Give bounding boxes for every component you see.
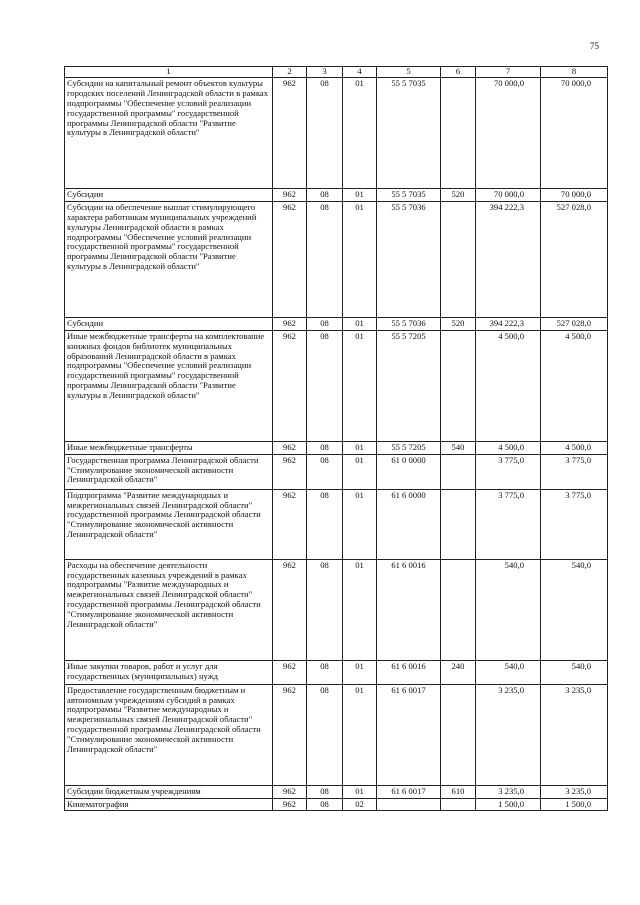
- cell-c2: 962: [273, 189, 307, 202]
- cell-c7: 3 775,0: [476, 489, 541, 559]
- cell-c3: 08: [307, 798, 343, 811]
- cell-c4: 02: [343, 798, 377, 811]
- col-header-1: 1: [65, 67, 273, 78]
- row-name-cell: Субсидии бюджетным учреждениям: [65, 785, 273, 798]
- table-row: [65, 785, 608, 798]
- cell-c5: 55 5 7205: [377, 330, 441, 441]
- cell-c3: 08: [307, 78, 343, 189]
- cell-c4: 01: [343, 454, 377, 489]
- table-row: [65, 798, 608, 811]
- cell-c4: 01: [343, 660, 377, 684]
- col-header-5: 5: [377, 67, 441, 78]
- table-row: [65, 78, 608, 189]
- col-header-3: 3: [307, 67, 343, 78]
- cell-c6: [441, 684, 476, 785]
- cell-c6: [441, 330, 476, 441]
- cell-c8: 540,0: [541, 660, 608, 684]
- cell-c7: 540,0: [476, 559, 541, 660]
- cell-c5: 55 5 7205: [377, 441, 441, 454]
- cell-c3: 08: [307, 454, 343, 489]
- cell-c5: 55 5 7035: [377, 78, 441, 189]
- cell-c6: 240: [441, 660, 476, 684]
- cell-c4: 01: [343, 330, 377, 441]
- cell-c6: 520: [441, 317, 476, 330]
- cell-c2: 962: [273, 330, 307, 441]
- cell-c6: 520: [441, 189, 476, 202]
- table-row: [65, 454, 608, 489]
- cell-c7: 4 500,0: [476, 441, 541, 454]
- row-name-cell: Предоставление государственным бюджетным и автономным учреждениям субсидий в рамках подпрограммы "Развитие международных и межрегиональных связей Ленинградской области" государственной программы Ленинградской области "Стимулирование экономической активности Ленинградской области": [65, 684, 273, 785]
- cell-c4: 01: [343, 201, 377, 317]
- cell-c4: 01: [343, 189, 377, 202]
- cell-c4: 01: [343, 489, 377, 559]
- row-name-cell: Субсидии: [65, 189, 273, 202]
- cell-c7: 394 222,3: [476, 317, 541, 330]
- cell-c6: [441, 559, 476, 660]
- cell-c2: 962: [273, 684, 307, 785]
- cell-c6: [441, 489, 476, 559]
- cell-c5: 61 6 0000: [377, 489, 441, 559]
- cell-c2: 962: [273, 489, 307, 559]
- table-row: [65, 441, 608, 454]
- cell-c5: 61 6 0017: [377, 785, 441, 798]
- table-row: [65, 330, 608, 441]
- cell-c7: 394 222,3: [476, 201, 541, 317]
- cell-c6: 540: [441, 441, 476, 454]
- cell-c4: 01: [343, 684, 377, 785]
- row-name-cell: Субсидии на обеспечение выплат стимулирующего характера работникам муниципальных учреждений культуры Ленинградской области в рамках подпрограммы "Обеспечение условий реализации государственной программы" государственной программы Ленинградской области "Развитие культуры в Ленинградской области": [65, 201, 273, 317]
- cell-c6: 610: [441, 785, 476, 798]
- cell-c4: 01: [343, 78, 377, 189]
- cell-c6: [441, 78, 476, 189]
- cell-c7: 3 235,0: [476, 785, 541, 798]
- cell-c6: [441, 798, 476, 811]
- cell-c5: [377, 798, 441, 811]
- row-name-cell: Иные закупки товаров, работ и услуг для государственных (муниципальных) нужд: [65, 660, 273, 684]
- cell-c3: 08: [307, 189, 343, 202]
- cell-c5: 55 5 7035: [377, 189, 441, 202]
- col-header-8: 8: [541, 67, 608, 78]
- row-name-cell: Расходы на обеспечение деятельности государственных казенных учреждений в рамках подпрограммы "Развитие международных и межрегиональных связей Ленинградской области" государственной программы Ленинградской области "Стимулирование экономической активности Ленинградской области": [65, 559, 273, 660]
- cell-c4: 01: [343, 559, 377, 660]
- cell-c6: [441, 201, 476, 317]
- cell-c8: 527 028,0: [541, 201, 608, 317]
- table-row: [65, 189, 608, 202]
- cell-c5: 61 0 0000: [377, 454, 441, 489]
- table-row: [65, 684, 608, 785]
- cell-c7: 4 500,0: [476, 330, 541, 441]
- col-header-6: 6: [441, 67, 476, 78]
- cell-c8: 3 775,0: [541, 489, 608, 559]
- cell-c8: 527 028,0: [541, 317, 608, 330]
- cell-c6: [441, 454, 476, 489]
- page-number: 75: [590, 41, 599, 51]
- table-row: [65, 201, 608, 317]
- cell-c3: 08: [307, 660, 343, 684]
- cell-c2: 962: [273, 454, 307, 489]
- table-row: [65, 660, 608, 684]
- cell-c7: 70 000,0: [476, 189, 541, 202]
- cell-c7: 3 235,0: [476, 684, 541, 785]
- cell-c5: 55 5 7036: [377, 317, 441, 330]
- cell-c5: 61 6 0016: [377, 660, 441, 684]
- cell-c5: 61 6 0016: [377, 559, 441, 660]
- table-row: [65, 559, 608, 660]
- cell-c2: 962: [273, 559, 307, 660]
- cell-c5: 61 6 0017: [377, 684, 441, 785]
- row-name-cell: Иные межбюджетные трансферты: [65, 441, 273, 454]
- cell-c8: 3 235,0: [541, 785, 608, 798]
- row-name-cell: Государственная программа Ленинградской области "Стимулирование экономической активности Ленинградской области": [65, 454, 273, 489]
- cell-c3: 08: [307, 317, 343, 330]
- col-header-7: 7: [476, 67, 541, 78]
- cell-c3: 08: [307, 201, 343, 317]
- table-row: [65, 489, 608, 559]
- cell-c3: 08: [307, 559, 343, 660]
- cell-c2: 962: [273, 785, 307, 798]
- cell-c7: 70 000,0: [476, 78, 541, 189]
- row-name-cell: Субсидии: [65, 317, 273, 330]
- cell-c2: 962: [273, 317, 307, 330]
- header-row: [65, 67, 608, 78]
- cell-c8: 540,0: [541, 559, 608, 660]
- cell-c8: 3 775,0: [541, 454, 608, 489]
- cell-c4: 01: [343, 785, 377, 798]
- cell-c3: 08: [307, 489, 343, 559]
- cell-c8: 4 500,0: [541, 330, 608, 441]
- cell-c2: 962: [273, 78, 307, 189]
- cell-c3: 08: [307, 785, 343, 798]
- cell-c7: 1 500,0: [476, 798, 541, 811]
- cell-c8: 70 000,0: [541, 189, 608, 202]
- cell-c3: 08: [307, 330, 343, 441]
- cell-c4: 01: [343, 441, 377, 454]
- cell-c4: 01: [343, 317, 377, 330]
- cell-c8: 1 500,0: [541, 798, 608, 811]
- cell-c3: 08: [307, 441, 343, 454]
- cell-c2: 962: [273, 201, 307, 317]
- cell-c7: 3 775,0: [476, 454, 541, 489]
- cell-c2: 962: [273, 798, 307, 811]
- cell-c7: 540,0: [476, 660, 541, 684]
- row-name-cell: Иные межбюджетные трансферты на комплектование книжных фондов библиотек муниципальных образований Ленинградской области в рамках подпрограммы "Обеспечение условий реализации государственной программы" государственной программы Ленинградской области "Развитие культуры в Ленинградской области": [65, 330, 273, 441]
- cell-c3: 08: [307, 684, 343, 785]
- table-row: [65, 317, 608, 330]
- cell-c8: 4 500,0: [541, 441, 608, 454]
- cell-c2: 962: [273, 441, 307, 454]
- row-name-cell: Субсидии на капитальный ремонт объектов культуры городских поселений Ленинградской области в рамках подпрограммы "Обеспечение условий реализации государственной программы" государственной программы Ленинградской области "Развитие культуры в Ленинградской области": [65, 78, 273, 189]
- cell-c8: 3 235,0: [541, 684, 608, 785]
- cell-c8: 70 000,0: [541, 78, 608, 189]
- col-header-2: 2: [273, 67, 307, 78]
- budget-table: [64, 66, 608, 811]
- cell-c5: 55 5 7036: [377, 201, 441, 317]
- row-name-cell: Подпрограмма "Развитие международных и межрегиональных связей Ленинградской области" государственной программы Ленинградской области "Стимулирование экономической активности Ленинградской области": [65, 489, 273, 559]
- cell-c2: 962: [273, 660, 307, 684]
- col-header-4: 4: [343, 67, 377, 78]
- row-name-cell: Кинематография: [65, 798, 273, 811]
